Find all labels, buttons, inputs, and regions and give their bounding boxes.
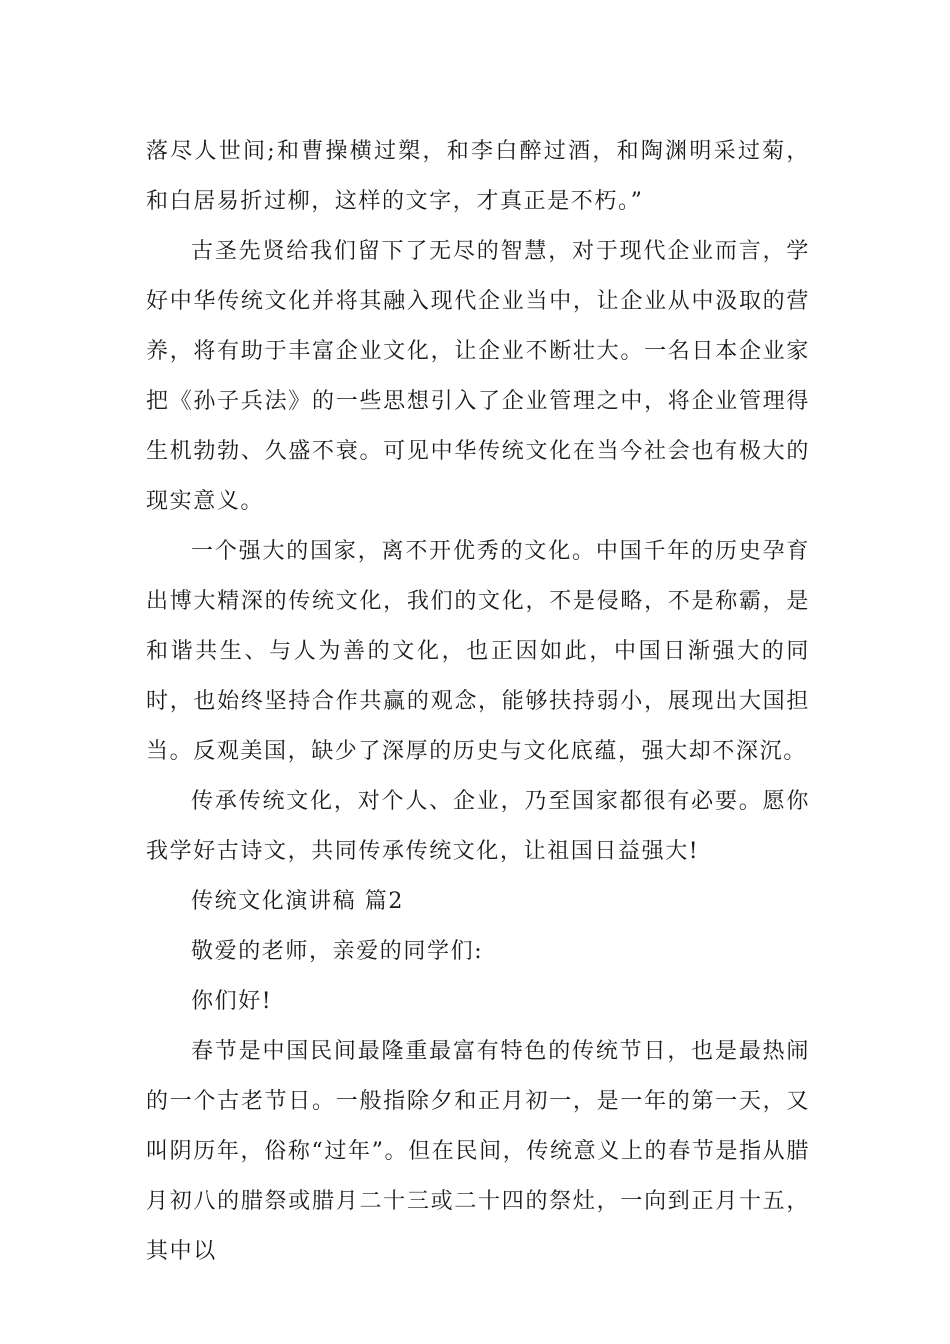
salutation: 敬爱的老师，亲爱的同学们: xyxy=(191,939,484,964)
paragraph-3: 一个强大的国家，离不开优秀的文化。中国千年的历史孕育出博大精深的传统文化，我们的文化，不是侵略，不是称霸，是和谐共生、与人为善的文化，也正因如此，中国日渐强大的同时，也始终坚持合作共赢的观念，能够扶持弱小，展现出大国担当。反观美国，缺少了深厚的历史与文化底蕴，强大却不深沉。 xyxy=(146,539,810,764)
paragraph-2: 古圣先贤给我们留下了无尽的智慧，对于现代企业而言，学好中华传统文化并将其融入现代企业当中，让企业从中汲取的营养，将有助于丰富企业文化，让企业不断壮大。一名日本企业家把《孙子兵法》的一些思想引入了企业管理之中，将企业管理得生机勃勃、久盛不衰。可见中华传统文化在当今社会也有极大的现实意义。 xyxy=(146,239,810,514)
paragraph-1: 落尽人世间;和曹操横过槊，和李白醉过酒，和陶渊明采过菊，和白居易折过柳，这样的文字，才真正是不朽。” xyxy=(146,139,810,214)
paragraph-8: 春节是中国民间最隆重最富有特色的传统节日，也是最热闹的一个古老节日。一般指除夕和正月初一，是一年的第一天，又叫阴历年，俗称“过年”。但在民间，传统意义上的春节是指从腊月初八的腊祭或腊月二十三或二十四的祭灶，一向到正月十五，其中以 xyxy=(146,1039,810,1264)
document-body xyxy=(146,127,810,1277)
section-heading: 传统文化演讲稿 篇2 xyxy=(191,889,404,914)
paragraph-4: 传承传统文化，对个人、企业，乃至国家都很有必要。愿你我学好古诗文，共同传承传统文化，让祖国日益强大! xyxy=(146,789,810,864)
greeting: 你们好! xyxy=(191,989,273,1014)
